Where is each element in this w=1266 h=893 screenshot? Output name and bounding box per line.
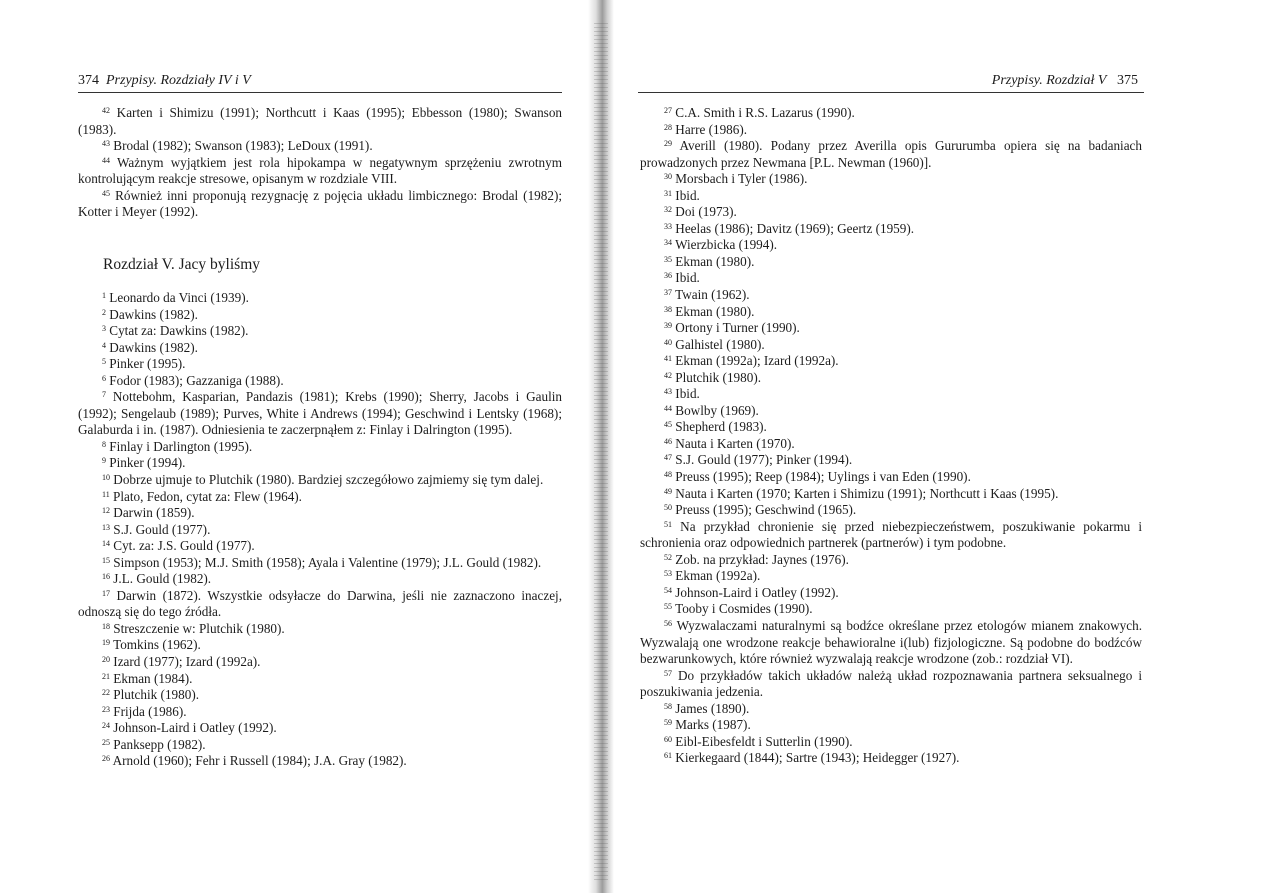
footnote-number: 47 (664, 453, 672, 463)
footnote (78, 340, 562, 357)
footnote-text: Preuss (1995); Reep (1984); Uylings i van Eden (1990). (675, 469, 971, 485)
footnote-text: Na przykład chronienie się przed niebezpieczeństwem, poszukiwanie pokarmu i schronienia oraz odpowiednich partnerek (partnerów) i tym podobne. (640, 518, 1143, 551)
footnote (78, 389, 562, 439)
footnote (78, 720, 562, 737)
right-running-header (640, 73, 1138, 89)
footnote (78, 753, 562, 770)
footnote-number: 14 (102, 539, 110, 549)
footnote (640, 469, 1142, 486)
footnote-text: C.A. Smith i R.S. Lazarus (1990). (675, 105, 855, 120)
footnote-number: 37 (664, 288, 672, 298)
footnote-number: 27 (664, 106, 672, 115)
footnote (640, 370, 1142, 387)
footnote-text: Finlay i Darlington (1995). (109, 438, 253, 454)
footnote (640, 138, 1142, 171)
footnote (640, 122, 1142, 139)
footnote-text: Ekman (1992a). (675, 568, 761, 584)
footnote-number: 25 (102, 737, 110, 747)
footnote (78, 505, 562, 522)
footnote (640, 585, 1142, 602)
footnote-number: 17 (102, 588, 110, 598)
footnote-text: Tooby i Cosmides (1990). (675, 601, 813, 617)
notes-chapter-iv-end (78, 105, 562, 221)
footnote-text: Wierzbicka (1994). (675, 237, 778, 253)
footnote-number: 39 (664, 321, 672, 331)
footnote-text: Darwin (1859). (113, 505, 195, 521)
footnote (78, 538, 562, 555)
footnote-number: 7 (102, 390, 106, 400)
footnote-number: 40 (664, 337, 672, 347)
footnote-text: Nauta i Karten (1970). (675, 435, 795, 451)
footnote-text: Dawkins (1982). (109, 306, 198, 322)
footnote-number: 55 (664, 602, 672, 612)
footnote-text: Ibid. (675, 187, 700, 203)
footnote (640, 254, 1142, 271)
footnote-text: Ekman (1984). (113, 670, 193, 686)
footnote-number: 13 (102, 522, 110, 532)
footnote-text: Simpson (1953); M.J. Smith (1958); Ayala i Valentine (1979); J.L. Gould (1982). (113, 554, 542, 570)
footnote (78, 555, 562, 572)
footnote-text: Pinker (1995). (109, 356, 186, 372)
footnote (78, 522, 562, 539)
footnote-number: 54 (664, 585, 672, 595)
footnote-text: Nauta i Karten (1970; Karten i Shimizu (1991); Northcutt i Kaas (1995). (675, 485, 1059, 501)
left-page (0, 0, 590, 893)
footnote-text: Averill (1980). Podany przez Averilla opis Gururumba opiera się na badaniach prowadzonych przez Newmana [P.L. Newman (1960)]. (640, 138, 1142, 170)
footnote-number: 9 (102, 456, 106, 466)
footnote-text: Ortony i Turner (1990). (675, 320, 800, 336)
footnote-number: 4 (102, 340, 106, 350)
left-running-header (78, 73, 558, 89)
footnote-text: Pinker (1994). (109, 455, 186, 471)
footnote-text: Ibid. (675, 270, 700, 286)
footnote-number: 18 (102, 621, 110, 631)
footnote-text: Również inni proponują rezygnację z pojęcia układu limbicznego: Brodal (1982); Kotter i Meyer (1992). (78, 187, 563, 220)
footnote-text: Johnson-Laird i Oatley (1992). (675, 584, 839, 600)
footnote-text: Eibl-Eibesfeldt i Sutterlin (1990). (675, 733, 853, 749)
footnote-number: 10 (102, 473, 110, 483)
footnote-text: Plato, Fedon, cytat za: Flew (1964). (113, 488, 302, 504)
footnote-number: 29 (664, 139, 672, 149)
footnote-number: 33 (664, 221, 672, 231)
footnote-text: Arnold (1960); Fehr i Russell (1984); J.A. Gray (1982). (112, 753, 407, 769)
footnote-number: 30 (664, 172, 672, 182)
footnote-text: Fodor (1983); Gazzaniga (1988). (109, 372, 284, 388)
footnote-number: 3 (102, 324, 106, 334)
footnote-text: Darwin (1872). Wszystkie odsyłacze do Darwina, jeśli nie zaznaczono inaczej, odnoszą się do tego źródła. (78, 587, 563, 620)
notes-chapter-v-left (78, 290, 562, 770)
footnote-text: Shepherd (1983). (675, 419, 767, 435)
footnote (78, 737, 562, 754)
footnote-number: 42 (664, 370, 672, 380)
footnote (78, 356, 562, 373)
footnote (640, 734, 1142, 751)
footnote-text: Morsbach i Tyler (1986). (675, 171, 808, 187)
footnote (640, 204, 1142, 221)
footnote (640, 270, 1142, 287)
footnote-number: 26 (102, 754, 110, 764)
footnote (640, 601, 1142, 618)
footnote-text: Dawkins (1982). (109, 339, 198, 355)
footnote (640, 618, 1142, 668)
footnote (78, 489, 562, 506)
footnote (640, 221, 1142, 238)
footnote (640, 320, 1142, 337)
footnote-text: Dobrze ujmuje to Plutchik (1980). Bardziej szczegółowo zajmiemy się tym dalej. (113, 472, 544, 488)
footnote (640, 436, 1142, 453)
left-header-rule (78, 92, 562, 93)
footnote-number: 52 (664, 552, 672, 562)
footnote (78, 105, 562, 138)
footnote (78, 588, 562, 621)
footnote (78, 290, 562, 307)
footnote-number: 46 (664, 436, 672, 446)
footnote-number: 60 (664, 734, 672, 744)
footnote (640, 701, 1142, 718)
footnote (640, 568, 1142, 585)
footnote (78, 654, 562, 671)
footnote-text: Ekman (1992a); Izard (1992a). (675, 353, 839, 369)
right-page (614, 0, 1266, 893)
footnote (640, 750, 1142, 767)
footnote (78, 188, 562, 221)
footnote (640, 171, 1142, 188)
footnote-text: Nottebohm, Kasparian, Pandazis (1981); Krebs (1990); Sherry, Jacobs i Gaulin (1992); Sengelaub (1989); Purves, White i Andrews (1994); Geschwind i Lentsky (1968); Galaburda i in. (1987). Odniesienia te zaczerpnąłem z: Finlay i Dalrington (1995). (78, 389, 562, 438)
footnote (78, 439, 562, 456)
footnote (640, 353, 1142, 370)
footnote-text: Leonardo da Vinci (1939). (109, 290, 249, 305)
footnote-number: 44 (102, 155, 110, 165)
footnote-number: 34 (664, 238, 672, 248)
footnote-text: Harre (1986). (675, 121, 748, 137)
footnote-number: 38 (664, 304, 672, 314)
gutter-shadow (594, 20, 608, 880)
footnote-number: 57 (664, 668, 672, 678)
footnote (78, 704, 562, 721)
footnote (78, 307, 562, 324)
footnote (78, 155, 562, 188)
footnote-text: Kierkegaard (1844); Sartre (1943); Heidegger (1927). (675, 750, 960, 766)
footnote-number: 59 (664, 718, 672, 728)
footnote-number: 21 (102, 671, 110, 681)
footnote-number: 12 (102, 506, 110, 516)
footnote-number: 22 (102, 688, 110, 698)
footnote (78, 571, 562, 588)
footnote (640, 237, 1142, 254)
footnote-number: 8 (102, 439, 106, 449)
footnote-text: Frijda (1986). (113, 703, 187, 719)
footnote (640, 337, 1142, 354)
footnote-text: Streszczenie w: Plutchik (1980). (113, 620, 285, 636)
footnote (640, 188, 1142, 205)
footnote (640, 419, 1142, 436)
footnote-text: Bowlby (1969). (675, 402, 759, 418)
footnote-number: 1 (102, 291, 106, 300)
footnote-text: Ibid. (675, 386, 700, 402)
footnote-number: 53 (664, 569, 672, 579)
footnote-text: Heelas (1986); Davitz (1969); Geertz (1959). (675, 220, 915, 236)
footnote-text: Do przykładów takich układów należą układ rozpoznawania partnera seksualnego i poszukiwania jedzenia. (640, 667, 1143, 700)
footnote (78, 671, 562, 688)
footnote (640, 386, 1142, 403)
footnote-number: 50 (664, 503, 672, 513)
left-page-number: 374 (78, 73, 99, 88)
footnote-number: 11 (102, 489, 110, 499)
footnote-text: Ekman (1980). (675, 253, 755, 269)
footnote-number: 16 (102, 572, 110, 582)
footnote-text: Wyzwalaczami naturalnymi są bodźce określane przez etologów mianem znakowych. Wyzwalają one wrodzone reakcje behawioralne i(lub) fizjologiczne. Są podobne do bodźców bezwarunkowych, które również wyzwalają reakcje wrodzone (zob.: rozdział VI). (640, 617, 1142, 667)
footnote-text: Tomkins (1962). (113, 637, 201, 653)
footnote-text: Brodal (1982); Swanson (1983); LeDoux (1991). (113, 138, 373, 154)
footnote-text: Panksepp (1982). (113, 736, 206, 752)
right-page-number: 375 (1117, 73, 1138, 88)
right-header-title: Przypisy. Rozdział V (991, 73, 1107, 88)
footnote-number: 35 (664, 254, 672, 264)
footnote-text: S.J. Gould (1977); Pinker (1994). (675, 452, 853, 468)
footnote (640, 304, 1142, 321)
footnote (78, 637, 562, 654)
footnote (78, 687, 562, 704)
footnote-number: 36 (664, 271, 672, 281)
footnote-text: James (1890). (675, 700, 750, 716)
footnote (640, 717, 1142, 734)
footnote-text: Cytat za: Dawkins (1982). (109, 323, 249, 339)
footnote-number: 48 (664, 470, 672, 480)
footnote-number: 32 (664, 205, 672, 215)
footnote-number: 2 (102, 307, 106, 317)
footnote-number: 24 (102, 721, 110, 731)
footnote-text: Doi (1973). (675, 204, 737, 220)
footnote-number: 20 (102, 655, 110, 665)
footnote-number: 6 (102, 373, 106, 383)
footnote-text: Twain (1962). (675, 287, 750, 303)
footnote (78, 323, 562, 340)
footnote (640, 552, 1142, 569)
footnote (640, 452, 1142, 469)
footnote-text: Galhistel (1980). (675, 336, 765, 352)
left-header-title: Przypisy. Rozdziały IV i V (106, 73, 251, 88)
footnote (78, 455, 562, 472)
chapter-heading: Rozdział V. Jacy byliśmy (103, 256, 260, 273)
footnote-number: 31 (664, 188, 672, 198)
footnote-number: 56 (664, 618, 672, 628)
footnote-number: 44 (664, 403, 672, 413)
footnote (640, 519, 1142, 552)
footnote (78, 138, 562, 155)
footnote-text: J.L. Gould (1982). (113, 571, 212, 587)
footnote-number: 28 (664, 122, 672, 132)
footnote-number: 43 (102, 139, 110, 149)
footnote-number: 41 (664, 354, 672, 364)
footnote (640, 105, 1142, 122)
footnote-number: 15 (102, 555, 110, 565)
footnote-text: Cyt. za: J.S. Gould (1977). (113, 538, 255, 554)
footnote-text: Izard (1977); Izard (1992a). (113, 654, 261, 670)
footnote (78, 621, 562, 638)
footnote-text: Zob. na przykład: Jaynes (1976). (675, 551, 849, 567)
footnote (640, 502, 1142, 519)
footnote-text: Preuss (1995); Geschwind (1965). (675, 502, 857, 518)
footnote (78, 373, 562, 390)
footnote (640, 403, 1142, 420)
footnote-text: S.J. Gould (1977). (113, 521, 211, 537)
notes-chapter-v-right (640, 105, 1142, 767)
footnote-number: 42 (102, 106, 110, 115)
footnote (640, 287, 1142, 304)
footnote-number: 19 (102, 638, 110, 648)
footnote-text: Marks (1987). (675, 717, 751, 733)
footnote-number: 5 (102, 357, 106, 367)
footnote (78, 472, 562, 489)
footnote-number: 43 (664, 387, 672, 397)
footnote-number: 49 (664, 486, 672, 496)
footnote-text: Plutchik (1980). (675, 369, 762, 385)
footnote-number: 23 (102, 704, 110, 714)
footnote-text: Ważnym wyjątkiem jest rola hipokampa w negatywnym sprzężeniu zwrotnym kontrolującym reakcje stresowe, opisanym w rozdziale VIII. (78, 154, 562, 187)
footnote-number: 45 (102, 188, 110, 198)
footnote-number: 45 (664, 420, 672, 430)
footnote-text: Karten i Shimizu (1991); Northcutt i Kaas (1995); Ebbesson (1980); Swanson (1983). (78, 105, 563, 137)
footnote-number: 61 (664, 751, 672, 761)
footnote-number: 58 (664, 701, 672, 711)
footnote-number: 51 (664, 519, 672, 529)
footnote-text: Ekman (1980). (675, 303, 755, 319)
right-header-rule (638, 92, 1144, 93)
footnote-text: Plutchik (1980). (113, 687, 200, 703)
footnote-text: Johnson-Laird i Oatley (1992). (113, 720, 277, 736)
footnote (640, 668, 1142, 701)
footnote (640, 486, 1142, 503)
